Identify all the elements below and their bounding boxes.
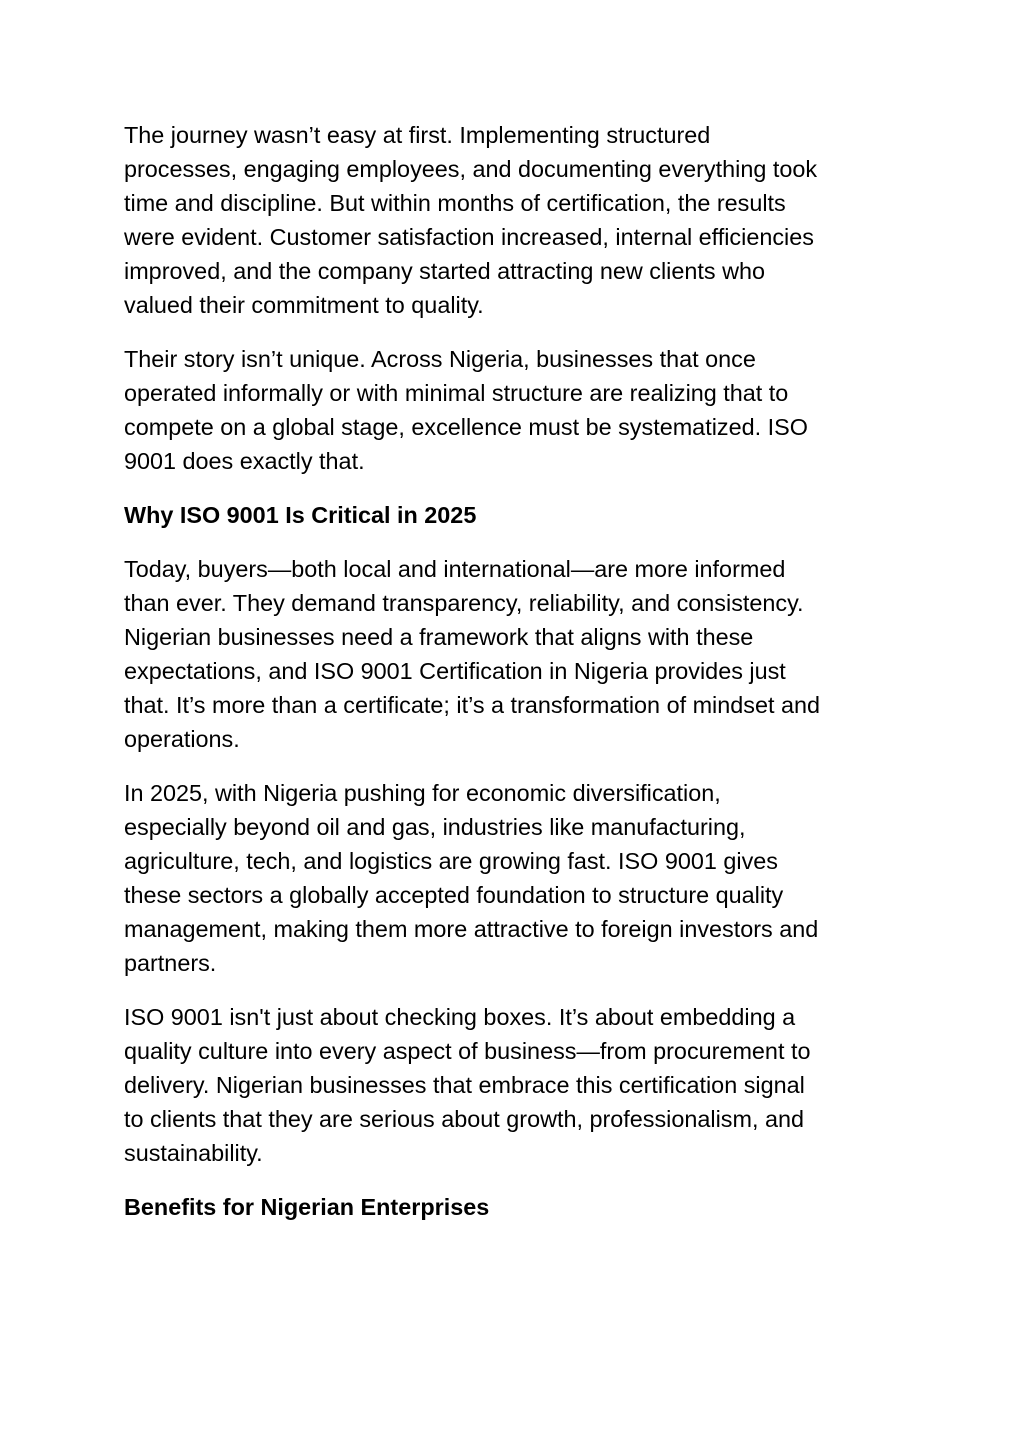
paragraph-journey	[124, 118, 894, 322]
text-line: In 2025, with Nigeria pushing for economic diversification,	[124, 780, 721, 806]
text-line: quality culture into every aspect of business—from procurement to	[124, 1038, 811, 1064]
text-line: agriculture, tech, and logistics are growing fast. ISO 9001 gives	[124, 848, 778, 874]
document-page	[124, 118, 894, 1244]
text-line: to clients that they are serious about growth, professionalism, and	[124, 1106, 804, 1132]
paragraph-buyers	[124, 552, 894, 756]
text-line: management, making them more attractive to foreign investors and	[124, 916, 819, 942]
text-line: compete on a global stage, excellence must be systematized. ISO	[124, 414, 808, 440]
text-line: that. It’s more than a certificate; it’s a transformation of mindset and	[124, 692, 820, 718]
text-line: sustainability.	[124, 1140, 263, 1166]
text-line: processes, engaging employees, and documenting everything took	[124, 156, 818, 182]
text-line: expectations, and ISO 9001 Certification in Nigeria provides just	[124, 658, 786, 684]
text-line: valued their commitment to quality.	[124, 292, 484, 318]
text-line: partners.	[124, 950, 217, 976]
section-heading-benefits: Benefits for Nigerian Enterprises	[124, 1194, 490, 1220]
paragraph-story	[124, 342, 894, 478]
paragraph-2025	[124, 776, 894, 980]
text-line: delivery. Nigerian businesses that embrace this certification signal	[124, 1072, 805, 1098]
text-line: time and discipline. But within months of certification, the results	[124, 190, 786, 216]
section-heading-why-iso: Why ISO 9001 Is Critical in 2025	[124, 502, 477, 528]
text-line: operations.	[124, 726, 240, 752]
text-line: improved, and the company started attracting new clients who	[124, 258, 765, 284]
text-line: ISO 9001 isn't just about checking boxes. It’s about embedding a	[124, 1004, 796, 1030]
text-line: The journey wasn’t easy at first. Implementing structured	[124, 122, 711, 148]
text-line: Their story isn’t unique. Across Nigeria, businesses that once	[124, 346, 756, 372]
paragraph-quality-culture	[124, 1000, 894, 1170]
text-line: were evident. Customer satisfaction increased, internal efficiencies	[124, 224, 814, 250]
text-line: especially beyond oil and gas, industries like manufacturing,	[124, 814, 746, 840]
text-line: these sectors a globally accepted foundation to structure quality	[124, 882, 784, 908]
text-line: Nigerian businesses need a framework that aligns with these	[124, 624, 754, 650]
text-line: than ever. They demand transparency, reliability, and consistency.	[124, 590, 804, 616]
text-line: Today, buyers—both local and international—are more informed	[124, 556, 786, 582]
text-line: 9001 does exactly that.	[124, 448, 365, 474]
text-line: operated informally or with minimal structure are realizing that to	[124, 380, 789, 406]
